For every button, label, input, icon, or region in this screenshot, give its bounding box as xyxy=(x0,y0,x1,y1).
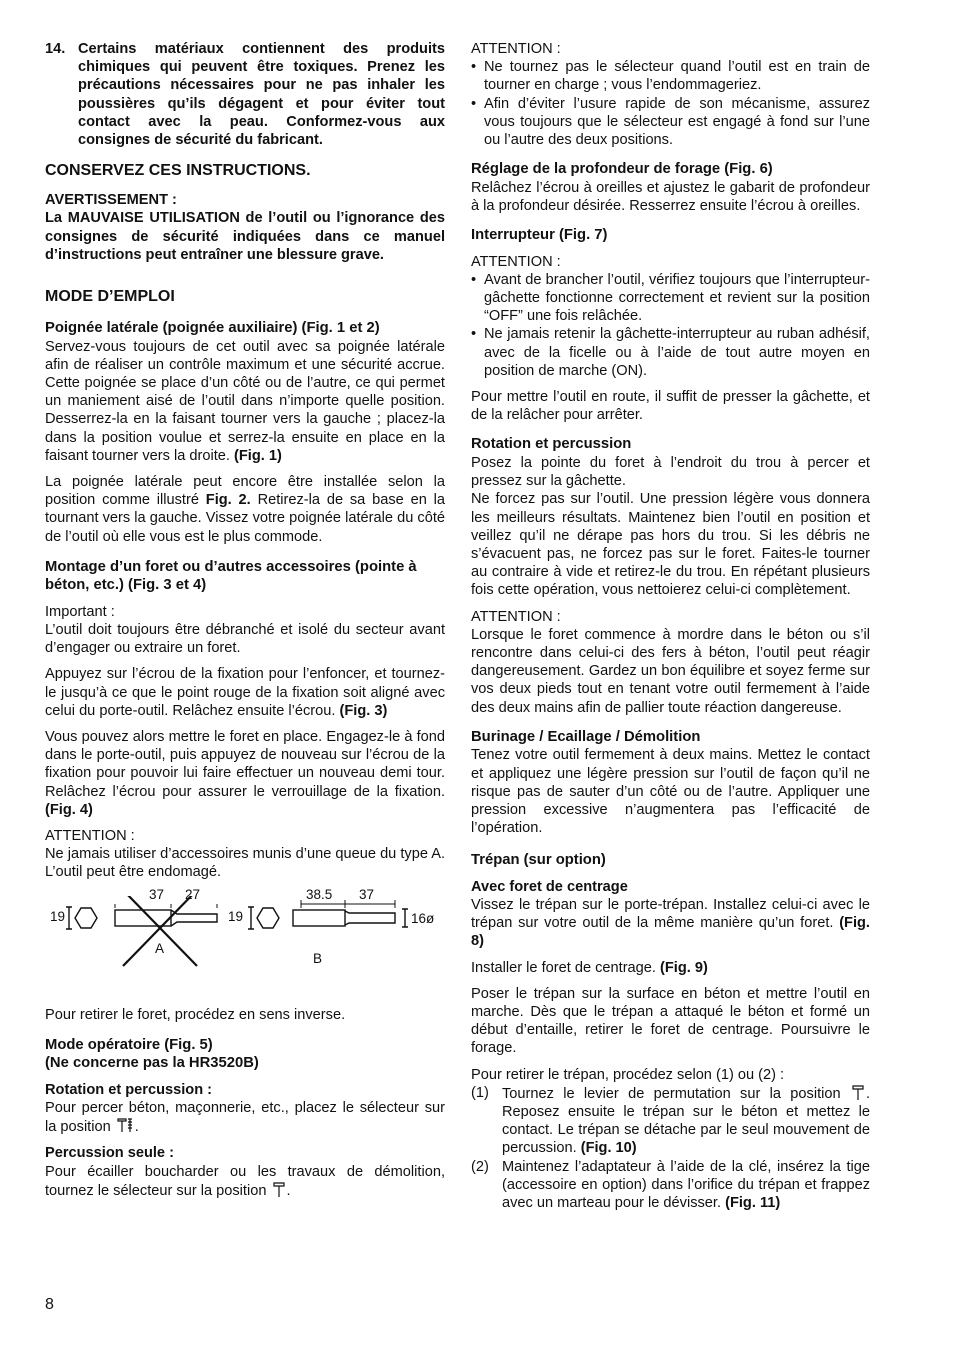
rotation-heading: Rotation et percussion xyxy=(471,436,632,453)
poignee-paragraph-1: Servez-vous toujours de cet outil avec sa poignée latérale afin de réaliser un contrôle maximum et une sécurité accrue. Cette poignée se place d’un côté ou de l’autre, ce qui permet un maniement aisé de l’outil dans n’importe quelle position. Desserrez-la en la faisant tourner vers la gauche ; placez-la dans la position voulue et serrez-la ensuite en place en la faisant tourner vers la droite. (Fig. 1) xyxy=(45,338,445,464)
trepan-heading: Trépan (sur option) xyxy=(471,852,606,869)
reglage-heading: Réglage de la profondeur de forage (Fig. 6) xyxy=(471,161,773,178)
dim-16-b xyxy=(402,909,408,927)
shank-b-body xyxy=(293,910,345,926)
shank-type-figure xyxy=(45,886,445,1006)
right-column xyxy=(471,40,870,1212)
conservez-heading: CONSERVEZ CES INSTRUCTIONS. xyxy=(45,162,311,180)
attention-1-bullet: • Afin d’éviter l’usure rapide de son mécanisme, assurez vous toujours que le sélecteur est engagé à fond sur l’une ou l’autre des deux positions. xyxy=(471,95,870,149)
burinage-heading: Burinage / Ecaillage / Démolition xyxy=(471,728,701,745)
attention-1-bullet: • Ne tournez pas le sélecteur quand l’outil est en train de tourner en charge ; vous l’endommageriez. xyxy=(471,59,870,94)
interrupteur-heading: Interrupteur (Fig. 7) xyxy=(471,227,608,244)
safety-item-14 xyxy=(45,40,445,149)
item-text: Certains matériaux contiennent des produits chimiques qui peuvent être toxiques. Prenez les précautions nécessaires pour ne pas inhaler les poussières qu’ils dégagent et pour éviter tout contact avec la peau. Conformez-vous aux consignes de sécurité du fabricant. xyxy=(78,41,445,149)
dim-label-19-a: 19 xyxy=(50,908,66,924)
label-b: B xyxy=(313,950,323,966)
avertissement-label: AVERTISSEMENT : xyxy=(45,192,177,209)
avec-foret-heading: Avec foret de centrage xyxy=(471,878,628,895)
shank-a-body xyxy=(115,910,171,926)
attention-label: ATTENTION : xyxy=(45,828,135,844)
percussion-seule-text: Pour écailler boucharder ou les travaux de démolition, tournez le sélecteur sur la position . xyxy=(45,1163,445,1199)
shank-b-tip xyxy=(345,911,395,925)
rotation-percussion-label: Rotation et percussion : xyxy=(45,1081,213,1098)
item-number: 14. xyxy=(45,41,66,57)
avertissement-text: La MAUVAISE UTILISATION de l’outil ou l’ignorance des consignes de sécurité indiquées dans ce manuel d’instructions peut entraîner une blessure grave. xyxy=(45,210,445,263)
montage-paragraph-1: Appuyez sur l’écrou de la fixation pour l’enfoncer, et tournez-le jusqu’à ce que le point rouge de la fixation soit aligné avec celui du porte-outil. Relâchez ensuite l’écrou. (Fig. 3) xyxy=(45,666,445,719)
dim-label-37-a: 37 xyxy=(149,886,165,902)
interrupteur-text: Pour mettre l’outil en route, il suffit de presser la gâchette, et de la relâcher pour arrêter. xyxy=(471,389,870,424)
drill-hammer-icon xyxy=(117,1117,133,1134)
reglage-text: Relâchez l’écrou à oreilles et ajustez le gabarit de profondeur à la profondeur désirée. Resserrez ensuite l’écrou à oreilles. xyxy=(471,179,870,214)
hex-a xyxy=(75,908,97,928)
shank-diagram xyxy=(45,896,445,1006)
mode-emploi-heading: MODE D’EMPLOI xyxy=(45,288,175,306)
important-text: L’outil doit toujours être débranché et isolé du secteur avant d’engager ou extraire un foret. xyxy=(45,621,445,657)
dim-label-27-a: 27 xyxy=(185,886,201,902)
dim-label-19-b: 19 xyxy=(228,908,244,924)
avec-foret-text: Vissez le trépan sur le porte-trépan. Installez celui-ci avec le trépan sur votre outil de la même manière qu’un foret. (Fig. 8) xyxy=(471,897,870,950)
step-1: (1) Tournez le levier de permutation sur la position . Reposez ensuite le trépan sur le béton et mettez le contact. Le trépan se détache par le seul mouvement de percussion. (Fig. 10) xyxy=(471,1084,871,1157)
hammer-icon xyxy=(273,1181,285,1198)
step-2: (2) Maintenez l’adaptateur à l’aide de la clé, insérez la tige (accessoire en option) dans l’orifice du trépan et frappez avec un marteau pour le dévisser. (Fig. 11) xyxy=(471,1158,870,1212)
page-number: 8 xyxy=(45,1296,54,1313)
left-column xyxy=(45,40,445,1200)
attention-3-label: ATTENTION : xyxy=(471,608,561,625)
rotation-paragraph-1: Posez la pointe du foret à l’endroit du trou à percer et pressez sur la gâchette. xyxy=(471,454,870,490)
dim-label-385-b: 38.5 xyxy=(306,886,333,902)
mode-operatoire-subheading: (Ne concerne pas la HR3520B) xyxy=(45,1055,259,1072)
attention-1-label: ATTENTION : xyxy=(471,41,561,57)
dim-19-a xyxy=(66,907,72,929)
rotation-percussion-text: Pour percer béton, maçonnerie, etc., placez le sélecteur sur la position . xyxy=(45,1100,445,1136)
hammer-icon xyxy=(852,1084,864,1101)
label-a: A xyxy=(155,940,165,956)
dim-19-b xyxy=(248,907,254,929)
attention-2-bullet: • Ne jamais retenir la gâchette-interrupteur au ruban adhésif, avec de la ficelle ou à l’aide de tout autre moyen en position de marche (ON). xyxy=(471,326,870,379)
shank-a-tip xyxy=(171,910,217,926)
mode-operatoire-heading: Mode opératoire (Fig. 5) xyxy=(45,1036,213,1053)
dim-label-37-b: 37 xyxy=(359,886,375,902)
percussion-seule-label: Percussion seule : xyxy=(45,1145,174,1162)
montage-paragraph-2: Vous pouvez alors mettre le foret en place. Engagez-le à fond dans le porte-outil, puis appuyez de nouveau sur l’écrou de la fixation pour pouvoir lui faire effectuer un nouveau demi tour. Relâchez l’écrou pour assurer le verrouillage de la fixation. (Fig. 4) xyxy=(45,728,445,818)
burinage-text: Tenez votre outil fermement à deux mains. Mettez le contact et appliquez une légère pression sur l’outil de façon qu’il ne risque pas de sauter d’un côté ou de l’autre. Appliquer une pression excessive n’augmentera pas l’efficacité de l’opération. xyxy=(471,747,870,837)
attention-2-bullet: • Avant de brancher l’outil, vérifiez toujours que l’interrupteur-gâchette fonctionne correctement et revient sur la position “OFF” une fois relâchée. xyxy=(471,271,870,325)
dim-label-16-b: 16ø xyxy=(411,910,435,926)
important-label: Important : xyxy=(45,603,115,620)
retirer-trepan-text: Pour retirer le trépan, procédez selon (1) ou (2) : xyxy=(471,1066,785,1083)
hex-b xyxy=(257,908,279,928)
installer-text: Installer le foret de centrage. (Fig. 9) xyxy=(471,959,708,976)
attention-3-text: Lorsque le foret commence à mordre dans le béton ou s’il rencontre dans celui-ci des fers à béton, l’outil peut réagir dangereusement. Gardez un bon équilibre et soyez ferme sur vos deux pieds tout en tenant votre outil fermement à l’aide des deux mains afin de pallier toute réaction dangereuse. xyxy=(471,626,870,716)
attention-2-label: ATTENTION : xyxy=(471,253,561,270)
montage-heading: Montage d’un foret ou d’autres accessoires (pointe à béton, etc.) (Fig. 3 et 4) xyxy=(45,558,417,594)
poignee-heading: Poignée latérale (poignée auxiliaire) (Fig. 1 et 2) xyxy=(45,320,380,337)
poignee-paragraph-2: La poignée latérale peut encore être installée selon la position comme illustré Fig. 2. Retirez-la de sa base en la tournant vers la gauche. Vissez votre poignée latérale du côté de l’outil où elle vous est le plus commode. xyxy=(45,473,445,545)
rotation-paragraph-2: Ne forcez pas sur l’outil. Une pression légère vous donnera les meilleurs résultats. Maintenez bien l’outil en position et veillez qu’il ne dérape pas hors du trou. Si les débris ne s’évacuent pas, ne forcez pas sur le foret. Faites-le tourner au contraire à vide et retirez-le du trou. En répétant plusieurs fois cette opération, vous nettoierez celui-ci complètement. xyxy=(471,491,870,599)
retirer-foret-text: Pour retirer le foret, procédez en sens inverse. xyxy=(45,1006,346,1023)
poser-text: Poser le trépan sur la surface en béton et mettre l’outil en marche. Dès que le trépan a attaqué le béton et formé un début d’entaille, retirer le foret de centrage. Poursuivre le forage. xyxy=(471,985,870,1057)
attention-text: Ne jamais utiliser d’accessoires munis d’une queue du type A. L’outil peut être endomagé. xyxy=(45,846,445,881)
